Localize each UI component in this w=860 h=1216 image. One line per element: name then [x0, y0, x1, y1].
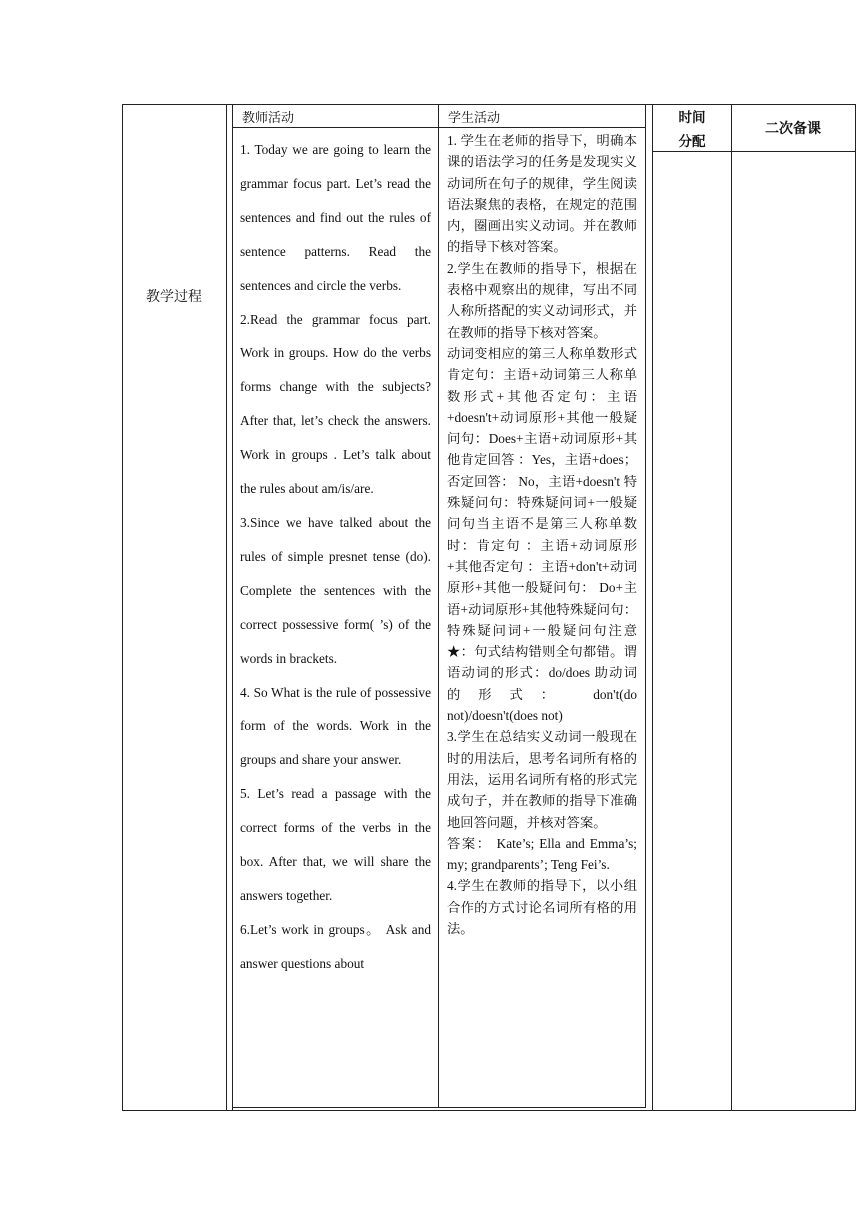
activity-header-line: [232, 127, 646, 128]
student-activity-grammar-rules: 动词变相应的第三人称单数形式肯定句：主语+动词第三人称单数形式+其他否定句：主语+doesn't+动词原形+其他一般疑问句：Does+主语+动词原形+其他肯定回答 ：Yes，主语+does；否定回答： No，主语+doesn't 特殊疑问句：特殊疑问词+一般疑问句当主语不是第三人称单数时：肯定句 ：主语+动词原形+其他否定句 ：主语+don't+动词原形+其他一般疑问句： Do+主语+动词原形+其他特殊疑问句：特殊疑问词+一般疑问句注意★：句式结构错则全句都错。谓语动词的形式：do/does 助动词的形式： don't(do not)/doesn't(does not): [447, 345, 637, 724]
inner-left-border: [232, 104, 233, 1111]
student-activity-2: 2.学生在教师的指导下，根据在表格中观察出的规律，写出不同人称所搭配的实义动词形式，并在教师的指导下核对答案。: [447, 260, 637, 340]
activity-divider: [438, 104, 439, 1107]
table-right-border: [855, 104, 856, 1111]
inner-right-border: [645, 104, 646, 1107]
section-divider: [226, 104, 227, 1111]
time-allocation-header: [652, 106, 732, 154]
section-label: 教学过程: [146, 289, 202, 305]
student-activity-3: 3.学生在总结实义动词一般现在时的用法后，思考名词所有格的用法，运用名词所有格的形式完成句子，并在教师的指导下准确地回答问题，并核对答案。: [447, 729, 637, 830]
teacher-activity-3: 3.Since we have talked about the rules of simple presnet tense (do). Complete the sentences with the correct possessive form( ’s) of the words in brackets.: [240, 514, 431, 666]
teacher-activity-5: 5. Let’s read a passage with the correct forms of the verbs in the box. After that, we will share the answers together.: [240, 786, 431, 903]
outer-time-border: [652, 104, 653, 1111]
teacher-activity-2: 2.Read the grammar focus part. Work in groups. How do the verbs forms change with the subjects? After that, let’s check the answers. Work in groups . Let’s talk about the rules about am/is/are.: [240, 311, 431, 497]
teacher-activity-header: 教师活动: [242, 111, 295, 126]
time-prep-divider: [731, 104, 732, 1111]
teacher-activity-6: 6.Let’s work in groups。 Ask and answer questions about: [240, 921, 431, 971]
teacher-activity-4: 4. So What is the rule of possessive form of the words. Work in the groups and share your answer.: [240, 684, 431, 768]
student-activity-header: 学生活动: [448, 111, 501, 126]
time-header-line1: 时间: [678, 110, 706, 126]
table-left-border: [122, 104, 123, 1111]
time-header-line2: 分配: [678, 134, 706, 150]
teacher-activity-1: 1. Today we are going to learn the grammar focus part. Let’s read the sentences and find out the rules of sentence patterns. Read the sentences and circle the verbs.: [240, 142, 431, 293]
student-activity-4: 4.学生在教师的指导下，以小组合作的方式讨论名词所有格的用法。: [447, 878, 637, 936]
student-activities: [447, 130, 637, 939]
student-activity-answers: 答案： Kate’s; Ella and Emma’s; my; grandparents’; Teng Fei’s.: [447, 835, 637, 873]
second-prep-header: 二次备课: [765, 121, 821, 137]
teacher-activities: [240, 133, 431, 981]
student-activity-1: 1. 学生在老师的指导下，明确本课的语法学习的任务是发现实义动词所在句子的规律，学生阅读语法聚焦的表格，在规定的范围内，圈画出实义动词。并在教师的指导下核对答案。: [447, 133, 637, 255]
activity-bottom-line: [232, 1107, 646, 1108]
